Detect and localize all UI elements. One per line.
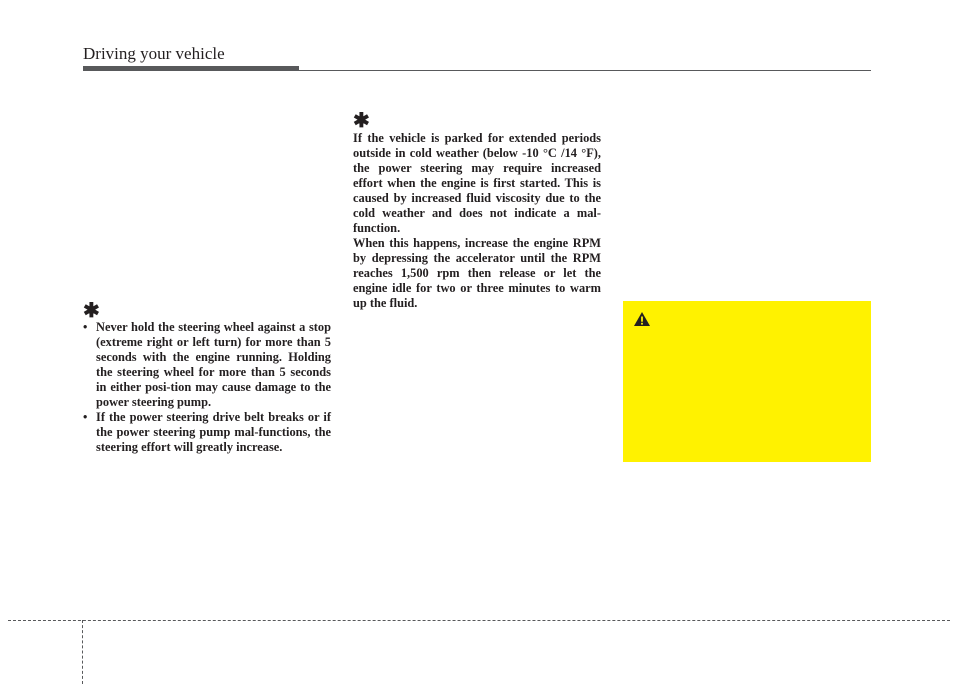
list-item [83, 410, 331, 455]
header-rule [299, 70, 871, 71]
left-note-text [83, 320, 331, 455]
header-accent-bar [83, 66, 299, 71]
bullet-text: If the power steering drive belt breaks or if the power steering pump mal-functions, the steering effort will greatly increase. [96, 410, 331, 454]
asterisk-note-icon: ✱ [83, 300, 100, 322]
footer-dashed-rule [8, 620, 950, 621]
caution-box [623, 301, 871, 462]
asterisk-note-icon: ✱ [353, 110, 370, 132]
list-item [83, 320, 331, 410]
warning-triangle-icon [633, 311, 651, 327]
section-title: Driving your vehicle [83, 44, 225, 63]
middle-note-text [353, 131, 601, 311]
note-bullet-list [83, 320, 331, 455]
bullet-dot: • [83, 320, 88, 334]
note-paragraph: When this happens, increase the engine RPM by depressing the accelerator until the RPM reaches 1,500 rpm then release or let the engine idle for two or three minutes to warm up the fluid. [353, 236, 601, 310]
bullet-dot: • [83, 410, 88, 424]
bullet-text: Never hold the steering wheel against a stop (extreme right or left turn) for more than 5 seconds with the engine running. Holding the steering wheel for more than 5 seconds in either posi-tion may cause damage to the power steering pump. [96, 320, 331, 409]
footer-dashed-margin [82, 620, 83, 684]
note-paragraph: If the vehicle is parked for extended periods outside in cold weather (below -10 °C /14 °F), the power steering may require increased effort when the engine is first started. This is caused by increased fluid viscosity due to the cold weather and does not indicate a mal-function. [353, 131, 601, 235]
